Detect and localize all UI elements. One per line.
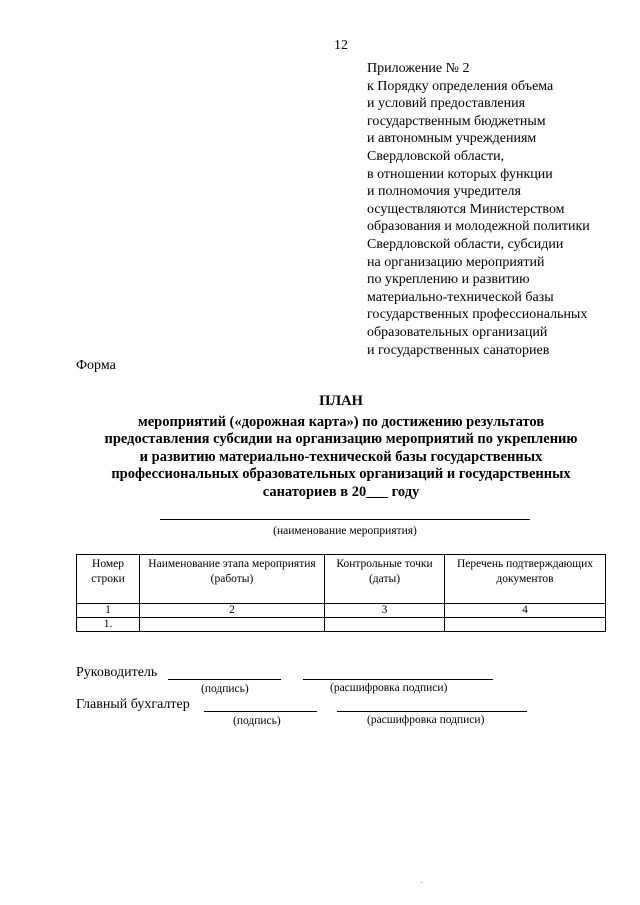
table-cell[interactable]	[140, 618, 325, 632]
head-label: Руководитель	[76, 665, 158, 680]
event-name-field[interactable]	[160, 519, 530, 520]
table-numbering-row	[77, 604, 606, 618]
form-label: Форма	[76, 358, 116, 373]
table-cell[interactable]	[325, 618, 445, 632]
plan-title	[76, 393, 606, 502]
head-decoding-field[interactable]	[303, 679, 493, 680]
appendix-line: образовательных организаций	[367, 324, 548, 340]
table-cell: 1	[77, 604, 140, 618]
table-cell[interactable]	[445, 618, 606, 632]
appendix-line: и условий предоставления	[367, 96, 526, 112]
accountant-label: Главный бухгалтер	[76, 697, 190, 712]
head-signature-caption: (подпись)	[201, 683, 249, 695]
event-name-caption: (наименование мероприятия)	[273, 525, 417, 537]
table-row	[77, 618, 606, 632]
appendix-line: на организацию мероприятий	[367, 254, 545, 270]
table-cell: 4	[445, 604, 606, 618]
appendix-line: материально-технической базы	[367, 289, 554, 305]
appendix-line: Приложение № 2	[367, 61, 470, 76]
header-stage-name: Наименование этапа мероприятия (работы)	[140, 555, 325, 604]
appendix-line: государственных профессиональных	[367, 307, 588, 323]
title-line: и развитию материально-технической базы государственных	[139, 448, 543, 465]
table-header-row	[77, 555, 606, 604]
table-cell: 3	[325, 604, 445, 618]
appendix-line: Свердловской области,	[367, 148, 505, 164]
appendix-line: к Порядку определения объема	[367, 78, 554, 94]
accountant-signature-caption: (подпись)	[233, 715, 281, 727]
title-line: ПЛАН	[319, 393, 363, 409]
head-signature-field[interactable]	[168, 679, 281, 680]
page-number: 12	[334, 38, 348, 53]
title-line: профессиональных образовательных организаций и государственных	[111, 466, 571, 483]
plan-table	[76, 554, 606, 632]
appendix-line: в отношении которых функции	[367, 166, 553, 182]
title-line: санаториев в 20___ году	[262, 483, 420, 500]
appendix-block	[367, 60, 637, 359]
accountant-decoding-field[interactable]	[337, 711, 527, 712]
appendix-line: Свердловской области, субсидии	[367, 236, 564, 252]
header-row-number: Номер строки	[77, 555, 140, 604]
scan-speck	[420, 882, 423, 883]
title-line: мероприятий («дорожная карта») по достижению результатов	[137, 413, 545, 430]
table-cell: 1.	[77, 618, 140, 632]
appendix-line: и полномочия учредителя	[367, 184, 521, 200]
appendix-line: осуществляются Министерством	[367, 201, 565, 217]
header-control-points: Контрольные точки (даты)	[325, 555, 445, 604]
accountant-signature-field[interactable]	[204, 711, 317, 712]
appendix-line: и государственных санаториев	[367, 342, 550, 358]
appendix-line: образования и молодежной политики	[367, 219, 590, 235]
appendix-line: государственным бюджетным	[367, 113, 546, 129]
title-line: предоставления субсидии на организацию мероприятий по укреплению	[104, 431, 578, 448]
header-documents: Перечень подтверждающих документов	[445, 555, 606, 604]
appendix-line: и автономным учреждениям	[367, 131, 537, 147]
appendix-line: по укреплению и развитию	[367, 272, 530, 288]
head-decoding-caption: (расшифровка подписи)	[330, 682, 448, 694]
accountant-decoding-caption: (расшифровка подписи)	[367, 714, 485, 726]
table-cell: 2	[140, 604, 325, 618]
